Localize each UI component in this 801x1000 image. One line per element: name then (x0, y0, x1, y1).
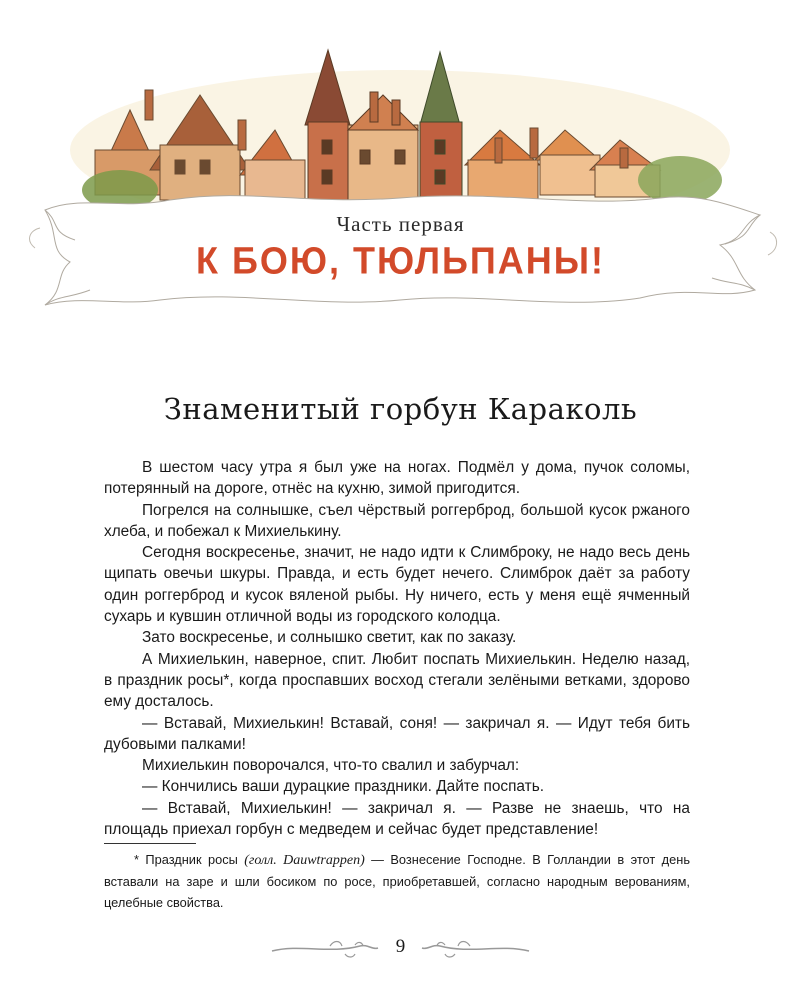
paragraph: Погрелся на солнышке, съел чёрствый роггерброд, большой кусок ржаного хлеба, и побежал к Михиелькину. (104, 501, 690, 540)
footnote-text: — Вознесение Господне. В Голландии в этот день вставали на заре и шли босиком по росе, приобретавшей, согласно народным верованиям, целебные свойства. (104, 852, 690, 910)
footnote (104, 850, 690, 913)
page-number: 9 (395, 936, 406, 957)
part-label: Часть первая (336, 212, 465, 236)
paragraph: Сегодня воскресенье, значит, не надо идти к Слимброку, не надо весь день щипать овечьи шкуры. Правда, и есть будет нечего. Слимброк даёт за работу один роггерброд и кусок вяленой рыбы. Ну ничего, есть у меня ещё ячменный сухарь и кувшин отличной воды из городского колодца. (104, 544, 690, 626)
footnote-italic: (голл. Dauwtrappen) (244, 853, 365, 868)
body-text (104, 457, 690, 840)
chapter-title: Знаменитый горбун Караколь (163, 392, 638, 426)
part-title: К БОЮ, ТЮЛЬПАНЫ! (196, 238, 605, 282)
paragraph: В шестом часу утра я был уже на ногах. Подмёл у дома, пучок соломы, потерянный на дороге, отнёс на кухню, зимой пригодится. (104, 459, 690, 498)
paragraph: — Кончились ваши дурацкие праздники. Дайте поспать. (142, 778, 544, 796)
paragraph: Зато воскресенье, и солнышко светит, как по заказу. (142, 629, 517, 647)
footnote-marker: * Праздник росы (134, 852, 238, 867)
footnote-rule (104, 843, 196, 844)
paragraph: — Вставай, Михиелькин! — закричал я. — Разве не знаешь, что на площадь приехал горбун с медведем и сейчас будет представление! (104, 799, 690, 839)
paragraph: — Вставай, Михиелькин! Вставай, соня! — закричал я. — Идут тебя бить дубовыми палками! (104, 714, 690, 753)
paragraph: Михиелькин поворочался, что-то свалил и забурчал: (142, 757, 520, 775)
paragraph: А Михиелькин, наверное, спит. Любит поспать Михиелькин. Неделю назад, в праздник росы*, когда проспавших восход стегали зелёными ветками, здорово ему досталось. (104, 650, 690, 711)
